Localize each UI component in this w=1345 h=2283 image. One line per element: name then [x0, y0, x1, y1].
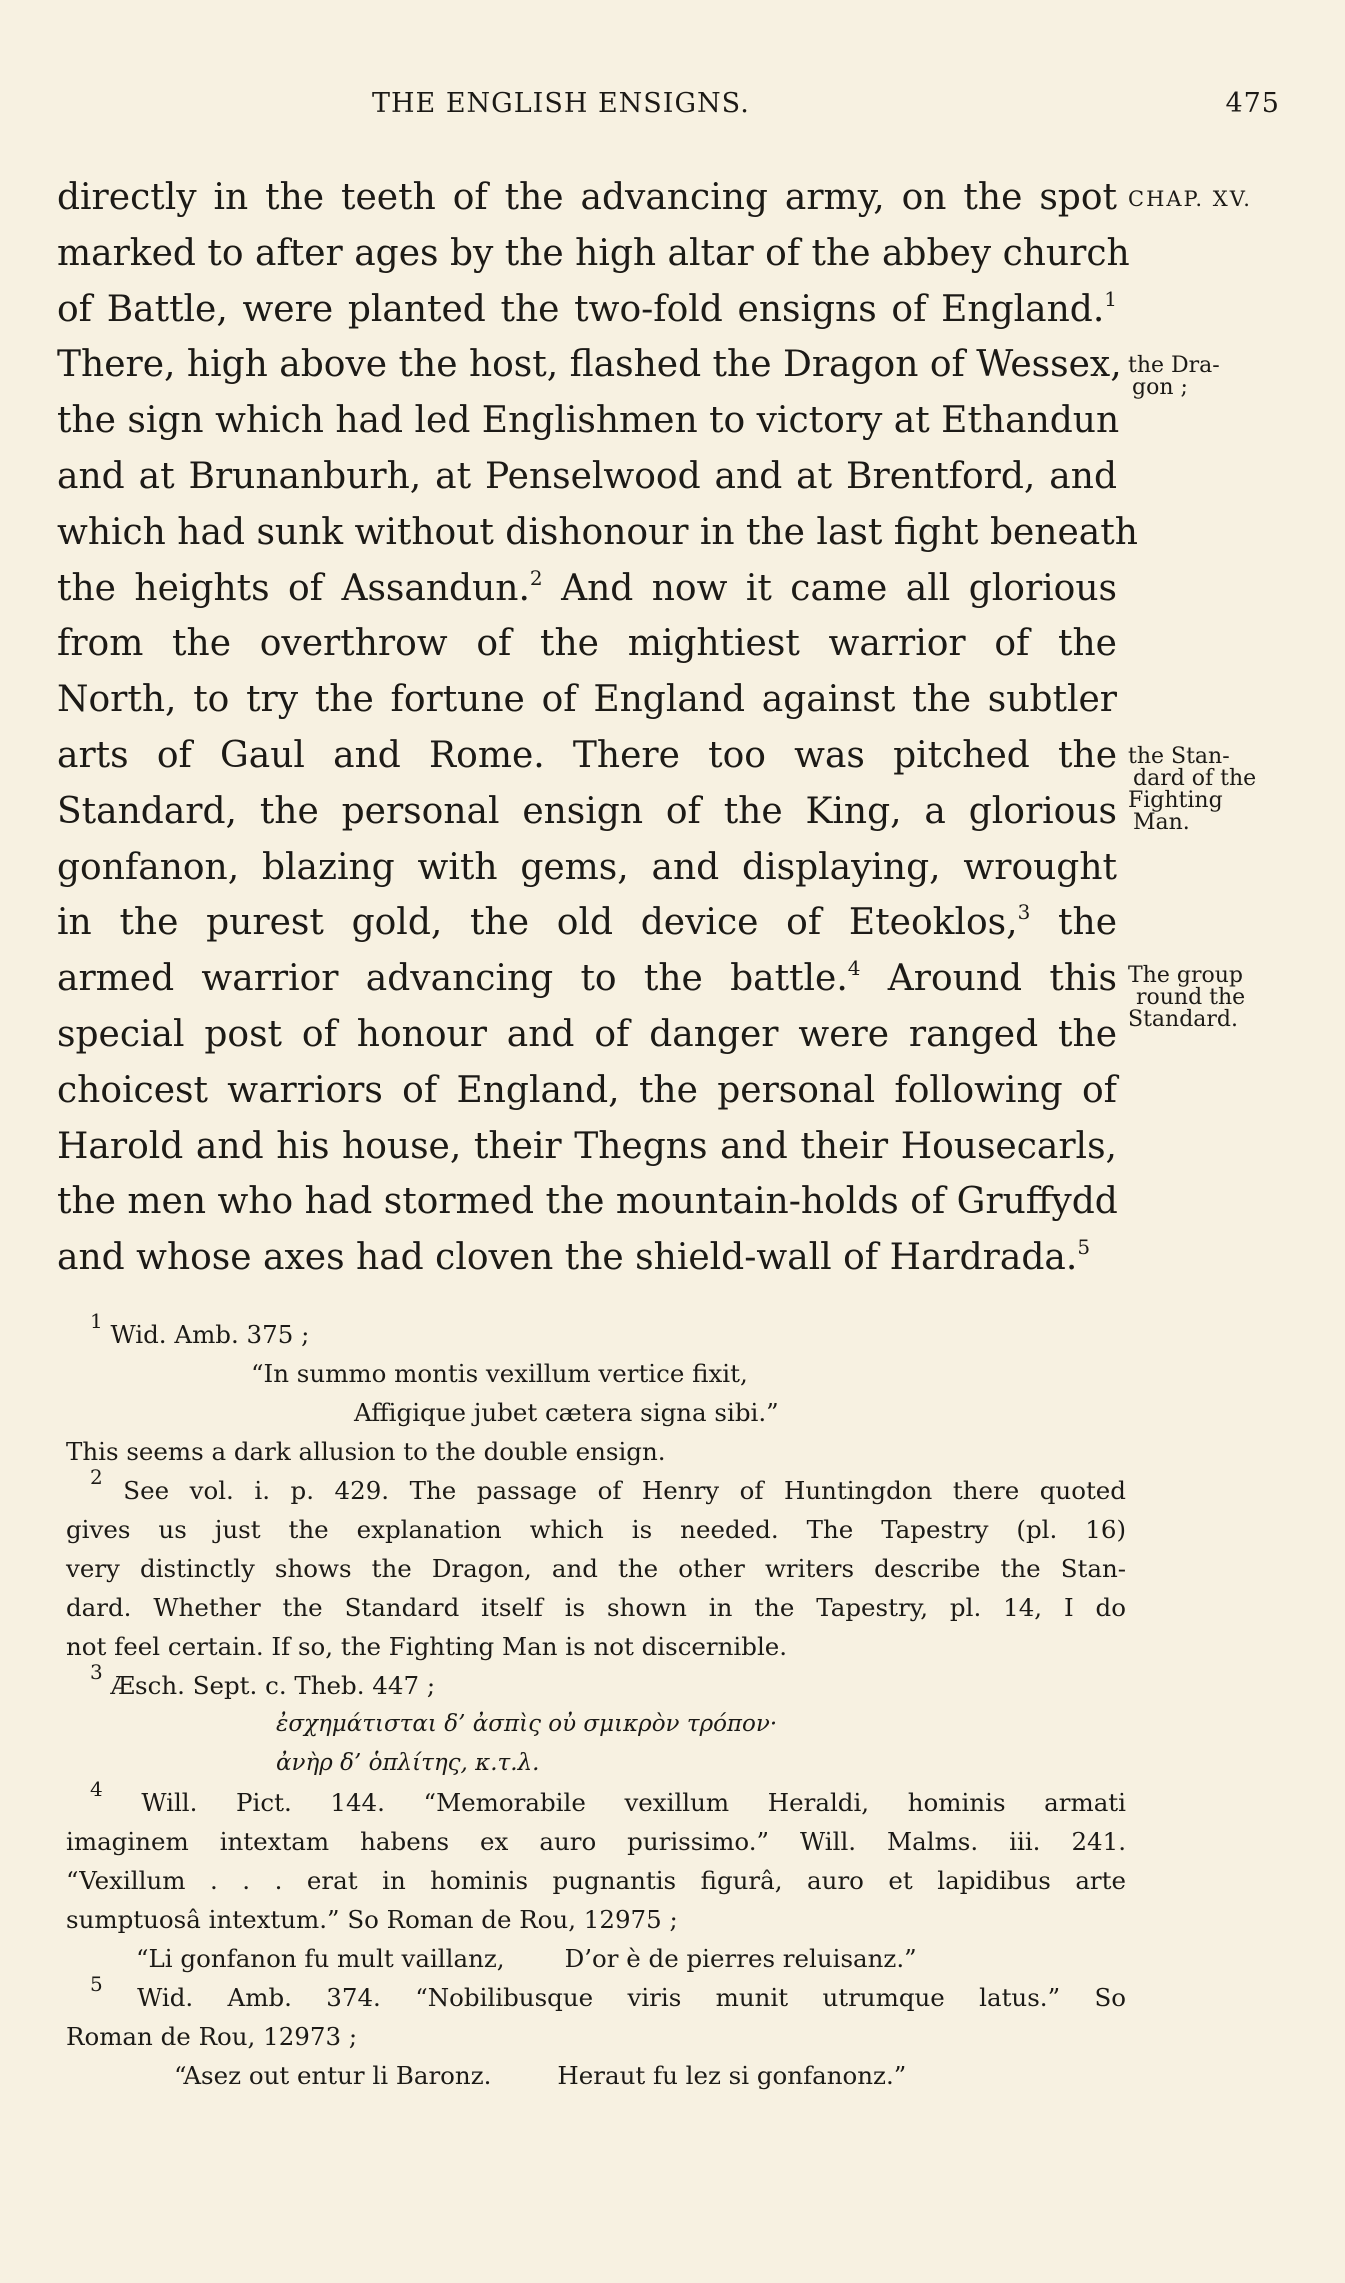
footnote-line: $^5$ Wid. Amb. 374. “Nobilibusque viris munit utrumque latus.” So [90, 1972, 1126, 2012]
text-line: special post of honour and of danger were ranged the [57, 1013, 1117, 1055]
footnote-line: This seems a dark allusion to the double ensign. [66, 1437, 666, 1466]
footnote-line: $^4$ Will. Pict. 144. “Memorabile vexillum Heraldi, hominis armati [90, 1777, 1126, 1817]
footnote-ref: 3 [1017, 900, 1031, 925]
footnote-line: gives us just the explanation which is needed. The Tapestry (pl. 16) [66, 1515, 1126, 1544]
footnote-ref: 5 [1077, 1235, 1091, 1260]
text-line: of Battle, were planted the two-fold ensigns of England.$^1$ [57, 286, 1117, 330]
footnote-line: imaginem intextam habens ex auro purissimo.” Will. Malms. iii. 241. [66, 1827, 1126, 1856]
footnote-line: “Asez out entur li Baronz. Heraut fu lez si gonfanonz.” [174, 2061, 907, 2090]
footnote-line: “Li gonfanon fu mult vaillanz, D’or è de pierres reluisanz.” [136, 1944, 917, 1973]
text-line: There, high above the host, flashed the Dragon of Wessex, [57, 344, 1122, 386]
margin-note-group: The group round the Standard. [1128, 963, 1246, 1032]
margin-note-dragon: the Dra- gon ; [1128, 353, 1220, 400]
page-header [60, 88, 1280, 128]
text-line: and at Brunanburh, at Penselwood and at Brentford, and [57, 455, 1117, 497]
text-line: gonfanon, blazing with gems, and displaying, wrought [57, 846, 1117, 888]
footnote-line: ἀνὴρ δ’ ὁπλίτης, κ.τ.λ. [276, 1750, 540, 1776]
footnote-line: Affigique jubet cætera signa sibi.” [354, 1398, 779, 1427]
footnotes [66, 1309, 1126, 2095]
text-line: the men who had stormed the mountain-holds of Gruffydd [57, 1181, 1118, 1223]
footnote-line: very distinctly shows the Dragon, and the other writers describe the Stan- [66, 1554, 1126, 1583]
footnote-ref: 2 [529, 565, 543, 590]
footnote-line: dard. Whether the Standard itself is shown in the Tapestry, pl. 14, I do [66, 1593, 1126, 1622]
text-line: and whose axes had cloven the shield-wall of Hardrada.$^5$ [57, 1235, 1091, 1279]
text-line: Standard, the personal ensign of the King, a glorious [57, 790, 1117, 832]
text-line: choicest warriors of England, the personal following of [57, 1069, 1117, 1111]
text-line: in the purest gold, the old device of Eteoklos,$^3$ the [57, 900, 1118, 944]
text-line: Harold and his house, their Thegns and their Housecarls, [57, 1125, 1117, 1167]
footnote-line: $^1$ Wid. Amb. 375 ; [90, 1309, 310, 1349]
main-text [57, 170, 1138, 1286]
running-title: THE ENGLISH ENSIGNS. [372, 88, 750, 119]
margin-note-chapter: CHAP. XV. [1128, 187, 1252, 211]
text-line: from the overthrow of the mightiest warrior of the [57, 623, 1117, 665]
text-line: armed warrior advancing to the battle.$^4$ Around this [57, 956, 1118, 1000]
footnote-line: $^3$ Æsch. Sept. c. Theb. 447 ; [90, 1660, 436, 1700]
footnote-line: ἐσχημάτισται δ’ ἀσπὶς οὐ σμικρὸν τρόπον· [276, 1711, 778, 1737]
footnote-line: Roman de Rou, 12973 ; [66, 2022, 358, 2051]
text-line: the heights of Assandun.$^2$ And now it came all glorious [57, 565, 1117, 609]
footnote-line: “Vexillum . . . erat in hominis pugnantis figurâ, auro et lapidibus arte [66, 1866, 1126, 1895]
text-line: which had sunk without dishonour in the last fight beneath [57, 511, 1138, 553]
text-line: the sign which had led Englishmen to victory at Ethandun [57, 400, 1120, 442]
margin-note-standard: the Stan- dard of the Fighting Man. [1128, 744, 1257, 835]
footnote-line: not feel certain. If so, the Fighting Man is not discernible. [66, 1632, 788, 1661]
text-line: marked to after ages by the high altar of the abbey church [57, 232, 1130, 274]
footnote-ref: 1 [1104, 286, 1117, 311]
text-line: directly in the teeth of the advancing army, on the spot [57, 177, 1117, 218]
page-number: 475 [1225, 88, 1280, 119]
footnote-line: “In summo montis vexillum vertice fixit, [251, 1359, 748, 1388]
footnote-line: sumptuosâ intextum.” So Roman de Rou, 12975 ; [66, 1905, 678, 1934]
text-line: North, to try the fortune of England against the subtler [57, 679, 1117, 721]
footnote-line: $^2$ See vol. i. p. 429. The passage of Henry of Huntingdon there quoted [90, 1465, 1126, 1505]
text-line: arts of Gaul and Rome. There too was pitched the [57, 734, 1117, 776]
footnote-ref: 4 [847, 956, 861, 981]
